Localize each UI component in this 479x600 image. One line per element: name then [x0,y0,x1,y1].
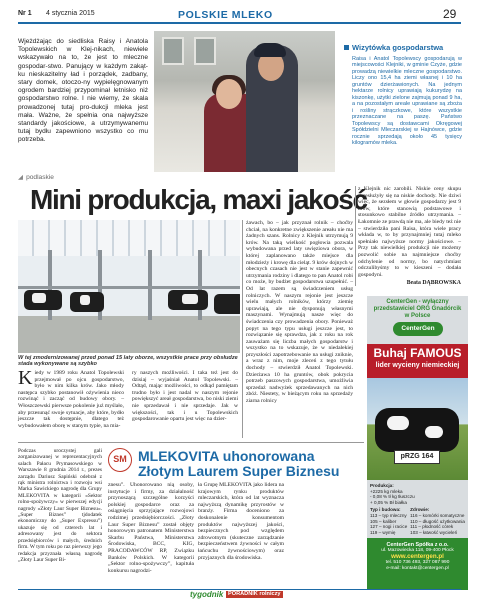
header-rule [18,22,461,24]
section-divider [18,442,364,443]
issue-date: 4 stycznia 2015 [46,10,95,17]
award-left-text: Podczas uroczystej gali zorganizowanej w reprezentacyjnych salach Pałacu Prymasowskiego w Warszawie 8 grudnia 2014 r., prezes zarządu Dariusz Sapiński odebrał z rąk ministra rolnictwa i rozwoju wsi Marka Sawickiego nagrodę dla Grupy MLEKOVITA w kategorii »Sektor rolno-spożywczy« w pierwszej edycji nagrody »Złoty Laur Super Biznesu«. „Super Biznes” tjdodatek ekonomiczny do „Super Expressu”) ukazuje się od czterech lat i adresowany jest do sektora przedsiębiorców i małych, średnich firm. W tym roku po raz pierwszy jego redakcja przyznała własną nagrodę „Złoty Laur Super Bi- [18,448,102,563]
author-signature: Beata DĄBROWSKA [406,280,461,287]
footer-rule [18,589,461,590]
column-divider [242,220,243,438]
farm-card-body: Raisa i Anatol Topolewscy gospodarują w miejscowości Klejniki, w gminie Czyże, gdzie prowadzą niewielkie mleczne gospodarstwo. Liczy ono 15,4 ha ziemi własnej i 10 ha gruntów dzierżawionych. Na jednym hektarze rolnicy uprawiają kukurydzę na kiszonkę, użytki zielone zajmują ponad 9 ha, a na pozostałym areale uprawiane są zboża i rośliny strączkowe, które wszystkie przeznaczane na paszę. Państwo Topolewscy są dostawcami Okręgowej Spółdzielni Mleczarskiej w Hajnówce, gdzie rocznie sprzedają około 45 tysięcy kilogramów mleka. [352,55,462,146]
mlekovita-logo: SM [108,448,132,472]
prod-line: + 0,05 % Bł białka [370,499,407,505]
ad-address: ul. Mazowiecka 118, 09-400 Płock [381,548,454,553]
health-line: 103 – łatwość wycieleń [410,529,458,535]
ad-intro [367,296,468,320]
award-headline: MLEKOVITA uhonorowana Złotym Laurem Super Biznesu [138,448,340,479]
ad-email[interactable]: e-mail: kontakt@centergen.pl [386,566,449,571]
ad-line-3: w Polsce [404,313,431,319]
prod-line: +2225 kg mleka [370,488,403,494]
issue-number: Nr 1 [18,10,32,17]
ad-company: CenterGen Spółka z o.o. [386,542,449,548]
article-column-2: ry naszych możliwości. I taka też jest do dzisiaj – wyjaśniał Anatol Topolewski. – Odtąd, mając możliwości, to odkąd pamiętam trudno było i jest nadal w naszym rejonie powiększyć areał gospodarstwa, bo niski ziemi nie sprzedawał i nie sprzedaje. Jak w większości, tak i u Topolewskich gospodarowanie opartu jest więc na dzier- [132,370,238,423]
type-title: Typ i budowa: [370,507,401,513]
health-line: 116 – komórki somatyczne [410,512,465,518]
column-divider [355,186,356,286]
footer-brand: tygodnik [190,590,224,599]
article-intro: Wjeżdżając do siedliska Raisy i Anatola Topolewskich w Klej-nikach, niewiele wskazywało na to, że jest to mleczne gospodar-stwo. Panujący w każdym zakąt-ku nieskazitelny ład i porządek, zadbany, stary domek, otoczo-ny wypielęgnowanym ogrodem bardziej przypominał letnisko niż gospodarstwo rolne. I nie wiemy, że skala prowadzonej tutaj pro-dukcji mleka jest mała. Ważne, że spełnia ona najwyższe standardy jakościowe, a utrzymywanemu tutaj bydłu zapewniono wszystko co mu potrzeba. [18,38,148,144]
page-number: 29 [443,7,457,21]
award-column-2: znesu”. Uhonorowano nią osoby, instytucje i firmy, za działalność przynoszącą szczególne korzyści polskiej gospodarce oraz za osiągnięcia sprzyjające rozwojowi rodzimej przedsiębiorczości. „Złoty Laur Super Biznesu” został objęty honorowym patronatem Ministerstwa Skarbu Państwa, Ministerstwa Środowiska, BCC, KIG, PRACODAWCÓW RP, Związku Banków Polskich. W kategorii „Sektor rolno-spożywczy”, kapituła konkursu nagrodzi- [108,482,194,574]
bull-stats [370,483,465,535]
barn-photo-caption: W tej zmodernizowanej przed ponad 15 laty oborze, wszystkie prace przy obsłudze stada wykonywane są szybko [18,355,238,368]
farm-card [344,44,462,147]
ad-banner-subtitle: lider wycieny niemieckiej [375,362,460,369]
centergen-logo: CenterGen [393,322,443,336]
prod-line: - 0,08 % tł kg tłuszczu [370,494,415,500]
ad-line-1: CenterGen - wyłączny [386,299,449,305]
health-line: 110 – długość użytkowania [410,518,465,524]
bull-image [375,408,459,452]
ad-phone: tel. 510 736 493, 327 087 990 [385,560,450,565]
region-tag: ◢ podlaskie [18,173,54,181]
section-title: POLSKIE MLEKO [178,9,273,21]
article-column-3: żawach, bo – jak przyznał rolnik – choćby chciał, na konkretne zwiększenie areału nie ma żadnych szans. Rolnicy z Klejnik utrzymują 9 krów. Na taką wielkość pogłowia pozwala wybudowana przed laty uwięziowa obora, w której zaplanowano także miejsce dla młodzieży i krowę dla cieląt. 9 krów dojnych w obecnych czasach nie jest w stanie zapewnić utrzymania rodziny i dlatego to pan Anatol robi co może, by budżet gospodarstwa uzupełnić. – Od lat razem są świadczeniem usług rolniczych. W naszym rejonie jest jeszcze wielu małych rolników, którzy ziemię uprawiają, ale nie dysponują własnymi maszynami. Wynajmują nasze więc do świadczenia czy prowadzenia obory. Ponieważ popyt na tego typu usługi jeszcze jest, to rozwiązanie się sprawdza, jak z roku na rok zauważam się liczba małych gospodarstw i wszystko na to wskazuje, że w niedalekiej przyszłości zapotrzebowanie na usługi zniknie, a wraz z nim, moje zleceń z tego tytułu dochody – stwierdził Anatol Topolewski. Dzierżawa 10 ha gruntów, obok pokrycia potrzeb paszowych gospodarstwa, umożliwia sprzedaż nadwyżek sprzedawanych na nich zbóż. Niestety, w bieżącym roku na sprzedaży ziarna rolnicy [246,220,353,405]
award-column-1 [18,448,102,563]
health-title: Zdrowie: [410,507,430,513]
footer-tag: PORADNIK rolniczy [228,591,281,597]
barn-photo [18,220,240,353]
type-line: 105 – kaliber [370,518,397,524]
ad-banner [367,344,468,378]
prod-title: Produkcja: [370,483,394,488]
page-header [0,0,479,22]
article-col1-text: iedy w 1989 roku Anatol Topolewski przejmował po ojcu gospodarstwo, było w nim kilka krów. Jako młody następca szybko postanowił ożywienia nieco rozwinąć i zacząć od budowy obory. – Włoszczewski pierwsze pokolenie już myślało, aby przesunąć swoje sytuacje, aby które, bydło jeszcze tak dostępnie, dlatego też wybudowałem oborę w stanym typie, na mia- [18,370,124,429]
ad-line-2: przedstawiciel ORG Gnadórcik [373,306,462,312]
farm-card-title: Wizytówka gospodarstwa [344,44,462,53]
article-column-4 [358,186,461,287]
farmers-photo [154,31,335,172]
drop-cap: K [18,367,33,389]
type-line: 113 – typ mleczny [370,512,407,518]
headline: Mini produkcja, maxi jakość [30,184,367,215]
centergen-ad [367,296,468,590]
award-column-3: ła Grupę MLEKOVITA jako lidera na krajowym rynku produktów mleczarskich, która od lat wyznacza najwyższą dynamikę przyrostów w branży. Firma doceniono za doskonalenie konsumentom produktów najwyższej jakości, bezpiecznych pod względem zdrowotnym (skuteczne zarządzanie bezpieczeństwem żywności w całym łańcuchu żywnościowym) oraz przyjaznych dla środowiska. [198,482,284,561]
health-line: 111 – płodność córek [410,524,454,530]
article-col4-text: z Klejnik nic zarobili. Niskie ceny skupu przesłużyły się na niskie dochody. Nie dziwi więc, że sezsłem w głowie gospodarzy jest 9 krów, które stanowią podstawowe i stosunkowo stabilne źródło utrzymania. – Łakomnie ze prawdą nie ma, ale biedy też nie – stwierdziła pani Raisa, która wiele pracy wkłada w, to by przynajmniej tutaj mleko spełniało najwyższe normy jakościowe. – Przy tak niewielkiej produkcji nie możemy pozwolić sobie na najmniejsze choćby odchylenie od normy, bo natychmiast odczulibyśmy to w kieszeni – dodała gospodyni. [358,186,461,278]
ad-footer [367,538,468,590]
bull-code: pRZG 164 [394,450,440,464]
type-line: 119 – wymię [370,529,396,535]
article-column-1 [18,367,124,429]
ad-banner-title: Buhaj FAMOUS [373,346,462,360]
type-line: 127 – nogi i racice [370,524,408,530]
ad-website[interactable]: www.centergen.pl [391,553,444,560]
